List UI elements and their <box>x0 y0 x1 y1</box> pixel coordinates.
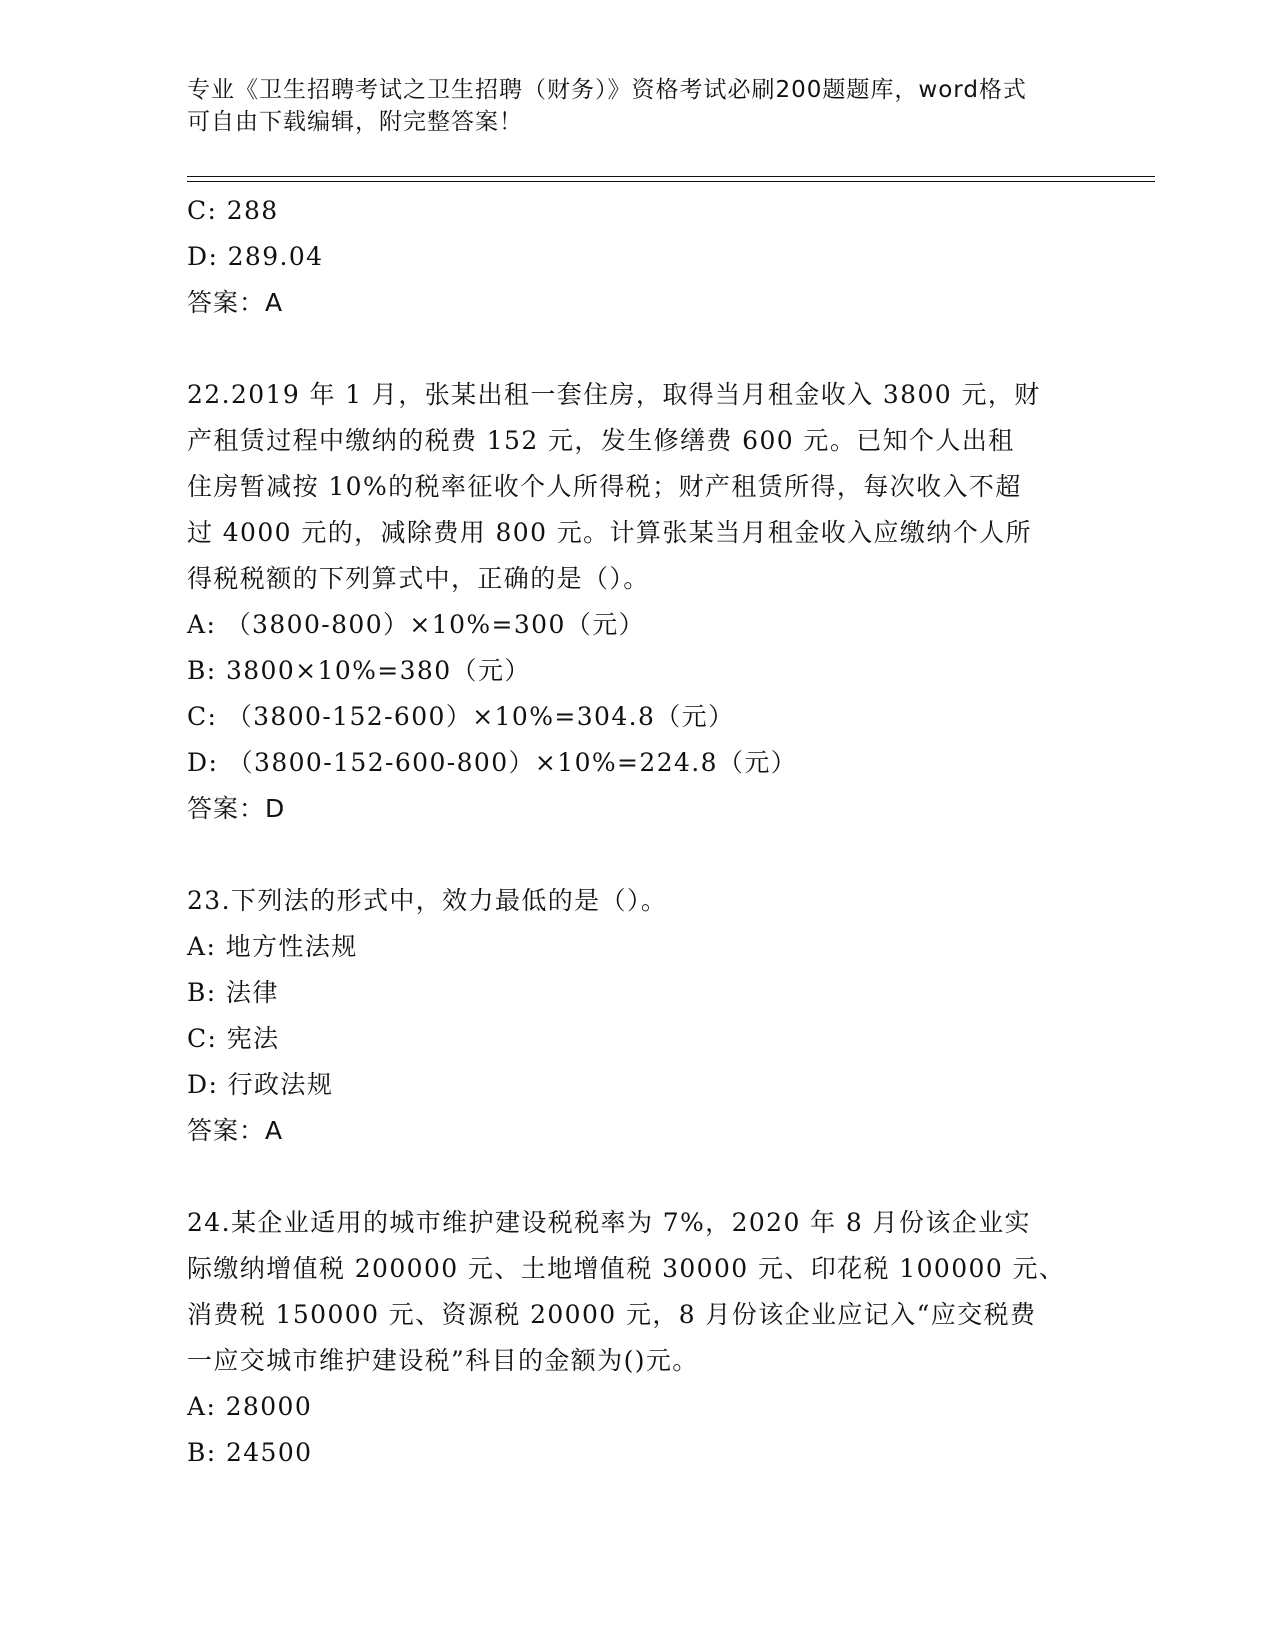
question-text-line: 一应交城市维护建设税”科目的金额为()元。 <box>187 1346 699 1375</box>
spacer <box>187 1154 1087 1200</box>
question-text-line: 23.下列法的形式中，效力最低的是（）。 <box>187 886 668 915</box>
question-text-line: 22.2019 年 1 月，张某出租一套住房，取得当月租金收入 3800 元，财 <box>187 380 1041 409</box>
question-24 <box>187 1200 1087 1476</box>
question-23 <box>187 878 1087 1154</box>
option-a: A: 地方性法规 <box>187 932 358 961</box>
option-d: D: 289.04 <box>187 242 324 271</box>
answer-label: 答案：A <box>187 1116 284 1145</box>
option-b: B: 法律 <box>187 978 279 1007</box>
question-22 <box>187 372 1087 832</box>
answer-label: 答案：D <box>187 794 286 823</box>
header-line-1: 专业《卫生招聘考试之卫生招聘（财务）》资格考试必刷200题题库，word格式 <box>187 77 1027 103</box>
question-text-line: 过 4000 元的，减除费用 800 元。计算张某当月租金收入应缴纳个人所 <box>187 518 1032 547</box>
question-text-line: 24.某企业适用的城市维护建设税税率为 7%，2020 年 8 月份该企业实 <box>187 1208 1031 1237</box>
header-rule-top <box>187 176 1155 177</box>
header-line-2: 可自由下载编辑，附完整答案！ <box>187 109 523 135</box>
option-c: C: 宪法 <box>187 1024 280 1053</box>
question-text-line: 得税税额的下列算式中，正确的是（）。 <box>187 564 650 593</box>
question-text-line: 际缴纳增值税 200000 元、土地增值税 30000 元、印花税 100000 元、 <box>187 1254 1066 1283</box>
spacer <box>187 832 1087 878</box>
question-text-line: 产租赁过程中缴纳的税费 152 元，发生修缮费 600 元。已知个人出租 <box>187 426 1015 455</box>
question-text-line: 消费税 150000 元、资源税 20000 元，8 月份该企业应记入“应交税费 <box>187 1300 1037 1329</box>
option-b: B: 3800×10%=380（元） <box>187 656 531 685</box>
option-c: C: （3800-152-600）×10%=304.8（元） <box>187 702 735 731</box>
option-a: A: （3800-800）×10%=300（元） <box>187 610 645 639</box>
option-d: D: （3800-152-600-800）×10%=224.8（元） <box>187 748 798 777</box>
document-header <box>187 74 1087 138</box>
option-a: A: 28000 <box>187 1392 313 1421</box>
option-c: C: 288 <box>187 196 279 225</box>
answer-label: 答案：A <box>187 288 284 317</box>
document-body <box>187 188 1087 1476</box>
option-d: D: 行政法规 <box>187 1070 334 1099</box>
header-rule-bottom <box>187 181 1155 182</box>
spacer <box>187 326 1087 372</box>
option-b: B: 24500 <box>187 1438 313 1467</box>
question-21-tail <box>187 188 1087 326</box>
question-text-line: 住房暂减按 10%的税率征收个人所得税；财产租赁所得，每次收入不超 <box>187 472 1022 501</box>
